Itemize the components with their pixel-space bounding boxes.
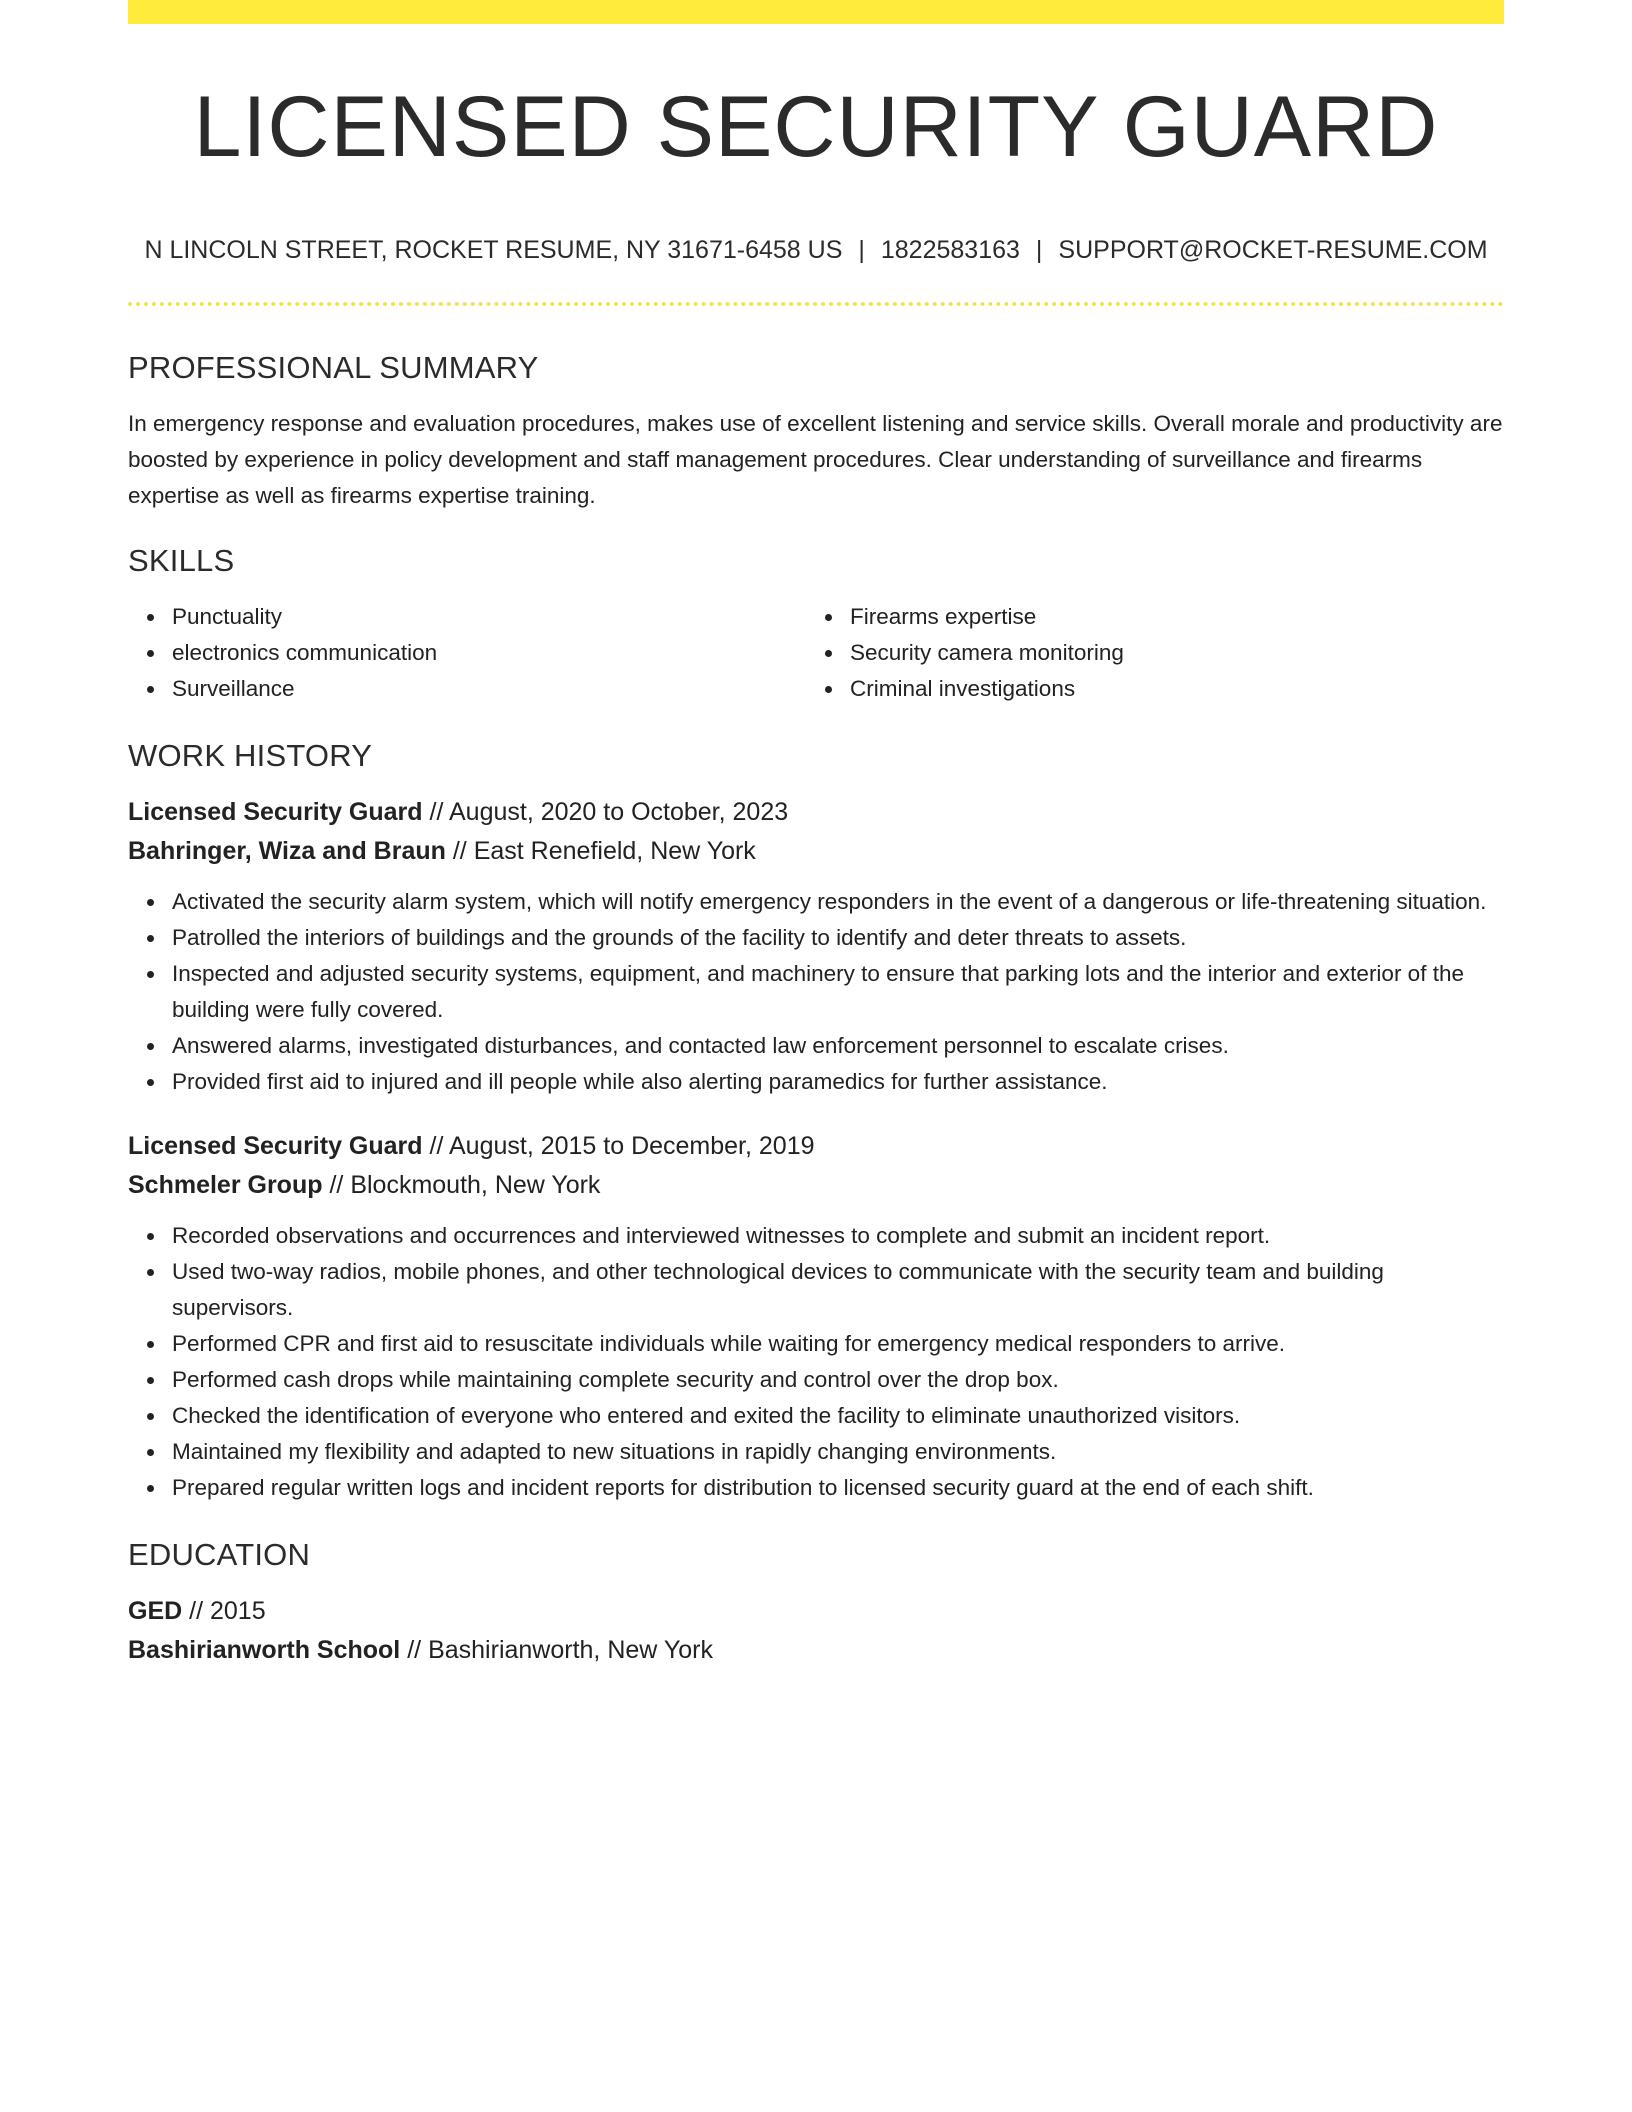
education-degree-line bbox=[128, 1599, 1504, 1624]
candidate-name: LICENSED SECURITY GUARD bbox=[193, 79, 1439, 175]
job-duties bbox=[128, 1218, 1504, 1506]
duty-item: Performed cash drops while maintaining complete security and control over the drop box. bbox=[172, 1362, 1504, 1398]
summary-heading: PROFESSIONAL SUMMARY bbox=[128, 350, 539, 385]
education-school-line bbox=[128, 1638, 1504, 1663]
duty-item: Checked the identification of everyone who entered and exited the facility to eliminate unauthorized visitors. bbox=[172, 1398, 1504, 1434]
job-title: Licensed Security Guard bbox=[128, 1132, 423, 1160]
job-entry bbox=[128, 1134, 1504, 1506]
skill-item: Punctuality bbox=[172, 599, 806, 635]
education-degree: GED bbox=[128, 1597, 183, 1625]
contact-separator: | bbox=[858, 236, 865, 264]
contact-email: SUPPORT@ROCKET-RESUME.COM bbox=[1058, 236, 1488, 264]
job-location: East Renefield, New York bbox=[473, 837, 756, 865]
duty-item: Used two-way radios, mobile phones, and other technological devices to communicate with the security team and building supervisors. bbox=[172, 1254, 1504, 1326]
contact-separator: | bbox=[1035, 236, 1043, 264]
duty-item: Prepared regular written logs and incident reports for distribution to licensed security guard at the end of each shift. bbox=[172, 1470, 1504, 1506]
education-entry bbox=[128, 1599, 1504, 1663]
duty-item: Performed CPR and first aid to resuscitate individuals while waiting for emergency medical responders to arrive. bbox=[172, 1326, 1504, 1362]
delimiter: // bbox=[429, 1132, 444, 1160]
contact-address: N LINCOLN STREET, ROCKET RESUME, NY 31671-6458 US bbox=[144, 236, 843, 264]
skill-item: Surveillance bbox=[172, 671, 806, 707]
job-dates: August, 2015 to December, 2019 bbox=[448, 1132, 815, 1160]
job-entry bbox=[128, 800, 1504, 1100]
delimiter: // bbox=[407, 1636, 422, 1664]
contact-line bbox=[128, 238, 1504, 263]
job-title: Licensed Security Guard bbox=[128, 798, 423, 826]
job-title-line bbox=[128, 800, 1504, 825]
job-company-line bbox=[128, 839, 1504, 864]
duty-item: Recorded observations and occurrences and interviewed witnesses to complete and submit an incident report. bbox=[172, 1218, 1504, 1254]
job-duties bbox=[128, 884, 1504, 1100]
header-divider bbox=[128, 302, 1504, 306]
skills-column-left bbox=[128, 599, 806, 707]
job-location: Blockmouth, New York bbox=[350, 1171, 601, 1199]
job-company-line bbox=[128, 1173, 1504, 1198]
delimiter: // bbox=[452, 837, 467, 865]
education-location: Bashirianworth, New York bbox=[428, 1636, 713, 1664]
duty-item: Inspected and adjusted security systems, equipment, and machinery to ensure that parking lots and the interior and exterior of the building were fully covered. bbox=[172, 956, 1504, 1028]
duty-item: Activated the security alarm system, which will notify emergency responders in the event of a dangerous or life-threatening situation. bbox=[172, 884, 1504, 920]
skill-item: Firearms expertise bbox=[850, 599, 1484, 635]
delimiter: // bbox=[429, 798, 444, 826]
work-history-heading: WORK HISTORY bbox=[128, 738, 373, 773]
skill-item: electronics communication bbox=[172, 635, 806, 671]
job-title-line bbox=[128, 1134, 1504, 1159]
delimiter: // bbox=[189, 1597, 204, 1625]
accent-top-bar bbox=[128, 0, 1504, 24]
job-company: Schmeler Group bbox=[128, 1171, 323, 1199]
job-company: Bahringer, Wiza and Braun bbox=[128, 837, 446, 865]
duty-item: Patrolled the interiors of buildings and the grounds of the facility to identify and deter threats to assets. bbox=[172, 920, 1504, 956]
skill-item: Security camera monitoring bbox=[850, 635, 1484, 671]
skill-item: Criminal investigations bbox=[850, 671, 1484, 707]
summary-text: In emergency response and evaluation procedures, makes use of excellent listening and service skills. Overall morale and productivity are boosted by experience in policy development and staff management procedures. Clear understanding of surveillance and firearms expertise as well as firearms expertise training. bbox=[128, 411, 1503, 508]
skills-column-right bbox=[806, 599, 1484, 707]
skills-grid bbox=[128, 599, 1504, 707]
education-year: 2015 bbox=[210, 1597, 266, 1625]
contact-phone: 1822583163 bbox=[880, 236, 1020, 264]
skills-heading: SKILLS bbox=[128, 543, 235, 578]
duty-item: Answered alarms, investigated disturbances, and contacted law enforcement personnel to escalate crises. bbox=[172, 1028, 1504, 1064]
education-heading: EDUCATION bbox=[128, 1537, 311, 1572]
job-dates: August, 2020 to October, 2023 bbox=[448, 798, 789, 826]
duty-item: Provided first aid to injured and ill people while also alerting paramedics for further assistance. bbox=[172, 1064, 1504, 1100]
delimiter: // bbox=[329, 1171, 344, 1199]
resume-page bbox=[128, 0, 1504, 1663]
duty-item: Maintained my flexibility and adapted to new situations in rapidly changing environments. bbox=[172, 1434, 1504, 1470]
education-school: Bashirianworth School bbox=[128, 1636, 401, 1664]
